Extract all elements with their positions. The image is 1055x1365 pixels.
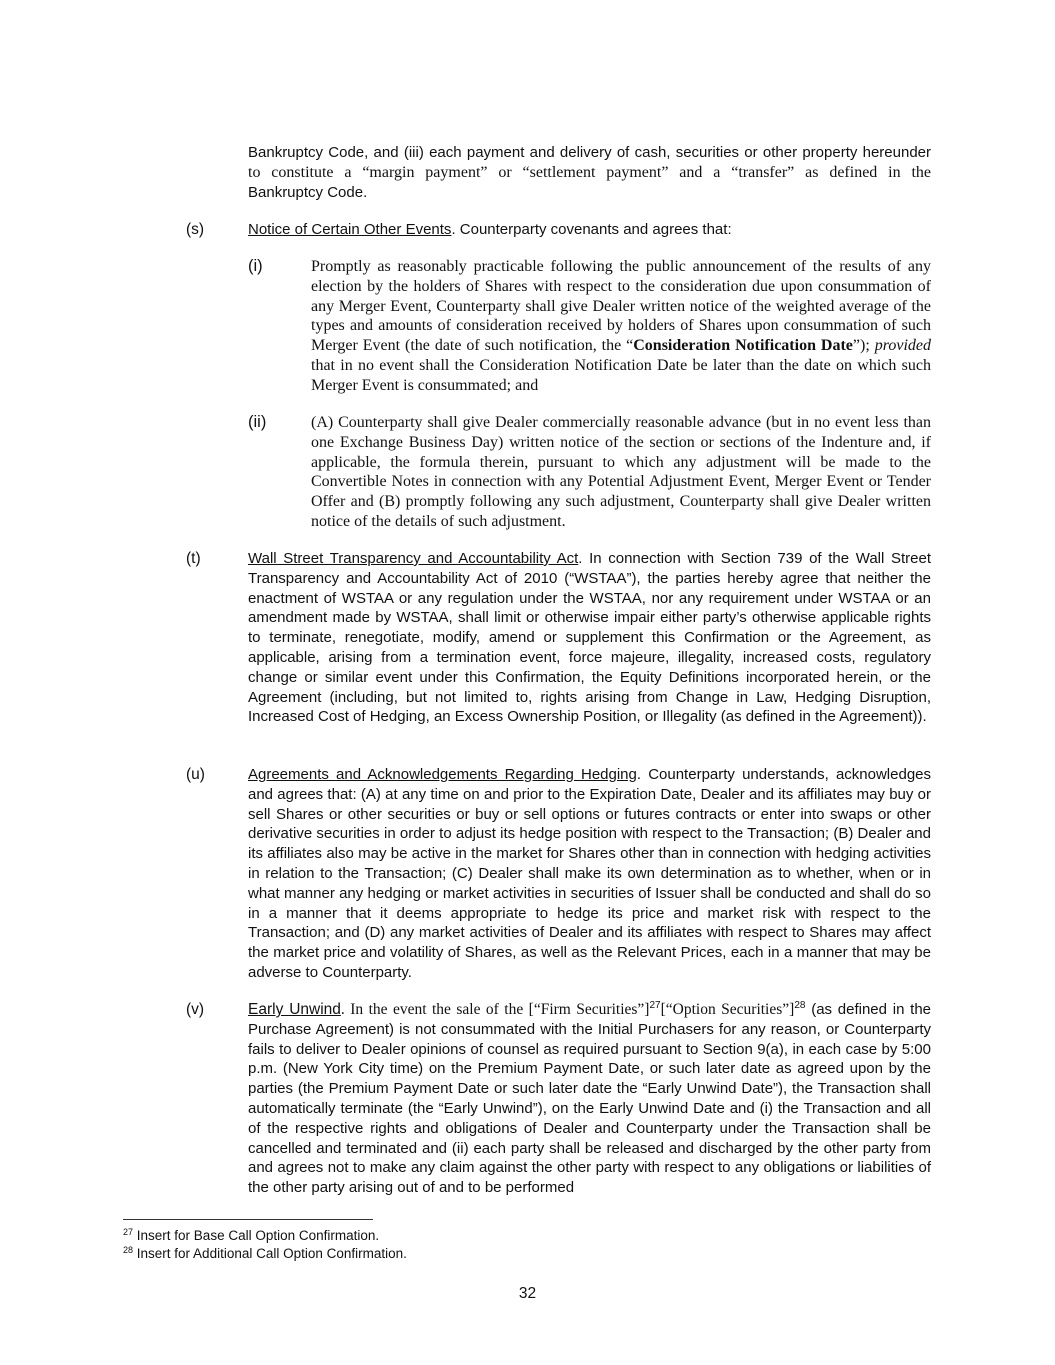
section-v-paragraph [248,1000,931,1198]
footnote-27-number: 27 [123,1227,134,1237]
section-v-text-c: (as defined in the Purchase Agreement) is not consummated with the Initial Purchasers for any reason, or Counterparty fails to deliver to Dealer opinions of counsel as required pursuant to Section 9(a), in each case by 5:00 p.m. (New York City time) on the Premium Payment Date, or such later date as agreed upon by the parties (the Premium Payment Date or such later date the “Early Unwind Date”), the Transaction shall automatically terminate (the “Early Unwind”), on the Early Unwind Date and (i) the Transaction and all of the respective rights and obligations of Dealer and Counterparty under the Transaction shall be cancelled and terminated and (ii) each party shall be released and discharged by the other party from and agrees not to make any claim against the other party with respect to any obligations or liabilities of the other party arising out of and to be performed [248,1001,932,1197]
section-s-heading: Notice of Certain Other Events [248,221,452,238]
item-ii-paragraph: (A) Counterparty shall give Dealer commercially reasonable advance (but in no event less than one Exchange Business Day) written notice of the section or sections of the Indenture and, if applicable, the formula therein, pursuant to which any adjustment will be made to the Convertible Notes in connection with any Potential Adjustment Event, Merger Event or Tender Offer and (B) promptly following any such adjustment, Counterparty shall give Dealer written notice of the details of such adjustment. [311,414,931,530]
section-v-label: (v) [186,1001,205,1018]
section-u-label: (u) [186,766,205,783]
continuation-line-1: Bankruptcy Code, and (iii) each payment and delivery of cash, securities or other property hereunder [248,144,931,161]
page-number: 32 [518,1285,537,1302]
footnote-27 [123,1227,379,1244]
footnote-27-text: Insert for Base Call Option Confirmation. [136,1228,380,1243]
section-t-heading: Wall Street Transparency and Accountability Act [248,550,579,567]
item-i-text-a: Promptly as reasonably practicable following the public announcement of the results of any election by the holders of Shares with respect to the consideration due upon consummation of any Merger Event, Counterparty shall give Dealer written notice of the weighted average of the types and amounts of consideration received by holders of Shares upon consummation of such Merger Event (the date of such notification, the “ [311,258,931,355]
item-i-paragraph [311,257,931,396]
section-u-text: . Counterparty understands, acknowledges and agrees that: (A) at any time on and prior to the Expiration Date, Dealer and its affiliates may buy or sell Shares or other securities or buy or sell options or futures contracts or enter into swaps or other derivative securities in order to adjust its hedge position with respect to the Transaction; (B) Dealer and its affiliates also may be active in the market for Shares other than in connection with hedging activities in relation to the Transaction; (C) Dealer shall make its own determination as to whether, when or in what manner any hedging or market activities in securities of Issuer shall be conducted and shall do so in a manner that it deems appropriate to hedge its price and market risk with respect to the Transaction; and (D) any market activities of Dealer and its affiliates with respect to Shares may affect the market price and volatility of Shares, as well as the Relevant Prices, each in a manner that may be adverse to Counterparty. [248,766,932,981]
section-u-paragraph [248,765,931,983]
item-i-text-b: ”); [852,337,875,355]
continuation-line-2: to constitute a “margin payment” or “settlement payment” and a “transfer” as defined in the [248,163,931,181]
item-i-label: (i) [248,257,263,275]
continuation-paragraph [248,143,931,202]
continuation-line-3: Bankruptcy Code. [248,183,368,201]
footnote-28-number: 28 [123,1245,134,1255]
section-v-text-a: . In the event the sale of the [“Firm Securities”] [340,1001,650,1018]
section-s-label: (s) [186,221,205,238]
footnote-ref-28[interactable]: 28 [794,1000,806,1011]
footnote-divider [123,1219,373,1220]
section-t-text: . In connection with Section 739 of the Wall Street Transparency and Accountability Act of 2010 (“WSTAA”), the parties hereby agree that neither the enactment of WSTAA or any regulation under the WSTAA, nor any requirement under WSTAA or an amendment made by WSTAA, shall limit or otherwise impair either party’s otherwise applicable rights to terminate, renegotiate, modify, amend or supplement this Confirmation or the Agreement, as applicable, arising from a termination event, force majeure, illegality, increased costs, regulatory change or similar event under this Confirmation, the Equity Definitions incorporated herein, or the Agreement (including, but not limited to, rights arising from Change in Law, Hedging Disruption, Increased Cost of Hedging, an Excess Ownership Position, or Illegality (as defined in the Agreement)). [248,550,931,726]
footnote-28 [123,1245,407,1262]
item-ii-label: (ii) [248,413,267,431]
item-i-provided: provided [874,337,932,355]
section-t-label: (t) [186,550,201,567]
section-v-text-b: [“Option Securities”] [660,1001,795,1018]
section-s-intro [248,220,931,240]
footnote-28-text: Insert for Additional Call Option Confirmation. [136,1246,407,1261]
section-t-paragraph [248,549,931,727]
section-v-heading: Early Unwind [248,1001,341,1018]
item-i-text-c: that in no event shall the Consideration Notification Date be later than the date on which such Merger Event is consummated; and [311,356,931,394]
item-i-defined-term: Consideration Notification Date [633,337,853,355]
footnote-ref-27[interactable]: 27 [649,1000,661,1011]
section-s-intro-text: . Counterparty covenants and agrees that: [451,221,732,238]
section-u-heading: Agreements and Acknowledgements Regarding Hedging [248,766,637,783]
